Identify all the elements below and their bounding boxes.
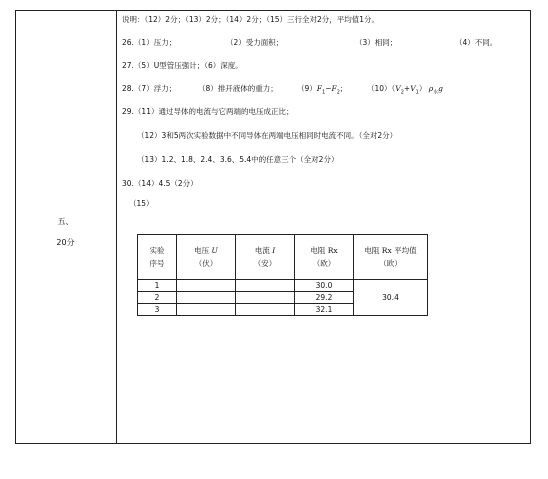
- section-number: 五、: [57, 217, 74, 226]
- cell-resistance: 29.2: [295, 292, 354, 304]
- table-row: [138, 280, 428, 292]
- note-line: 说明：（12）2分；（13）2分；（14）2分；（15）三行全对2分，平均值1分。: [122, 15, 380, 24]
- header-current: 电流 I （安）: [236, 235, 295, 280]
- answer-26-4: （4）不同。: [455, 38, 498, 47]
- answer-30-15: （15）: [129, 199, 154, 208]
- data-table: [137, 234, 428, 316]
- answer-27: 27.（5）U型管压强计；（6）深度。: [122, 61, 243, 70]
- header-resistance: 电阻 Rx （欧）: [295, 235, 354, 280]
- answer-28-9: $(9)F_1-F_2$；: [297, 84, 348, 96]
- cell-seq: 2: [138, 292, 177, 304]
- cell-resistance: 32.1: [295, 304, 354, 316]
- cell-seq: 1: [138, 280, 177, 292]
- answer-29-13: （13）1.2、1.8、2.4、3.6、5.4中的任意三个（全对2分）: [137, 155, 339, 164]
- answer-28-10: $(10)(V_2+V_1)$ $\rho_水g$: [367, 84, 443, 96]
- column-divider: [116, 10, 117, 444]
- answer-29-11: 29.（11）通过导体的电流与它两端的电压成正比；: [122, 107, 294, 116]
- cell-average: 30.4: [354, 280, 428, 316]
- table-header-row: [138, 235, 428, 280]
- cell-current: [236, 304, 295, 316]
- cell-resistance: 30.0: [295, 280, 354, 292]
- cell-voltage: [177, 304, 236, 316]
- cell-seq: 3: [138, 304, 177, 316]
- answer-26-3: （3）相同；: [355, 38, 398, 47]
- answer-26-2: （2）受力面积；: [226, 38, 284, 47]
- cell-current: [236, 280, 295, 292]
- header-seq: 实验 序号: [138, 235, 177, 280]
- answer-26-1: 26.（1）压力；: [122, 38, 177, 47]
- cell-voltage: [177, 292, 236, 304]
- cell-current: [236, 292, 295, 304]
- cell-voltage: [177, 280, 236, 292]
- header-average: 电阻 Rx 平均值 （欧）: [354, 235, 428, 280]
- header-voltage: 电压 U （伏）: [177, 235, 236, 280]
- answer-28-7: 28.（7）浮力；: [122, 84, 177, 93]
- section-points: 20分: [56, 238, 75, 247]
- answer-frame: [15, 10, 531, 444]
- answer-28-8: （8）排开液体的重力；: [198, 84, 278, 93]
- answer-29-12: （12）3和5两次实验数据中不同导体在两端电压相同时电流不同。（全对2分）: [137, 131, 398, 140]
- answer-30-14: 30.（14）4.5（2分）: [122, 179, 198, 188]
